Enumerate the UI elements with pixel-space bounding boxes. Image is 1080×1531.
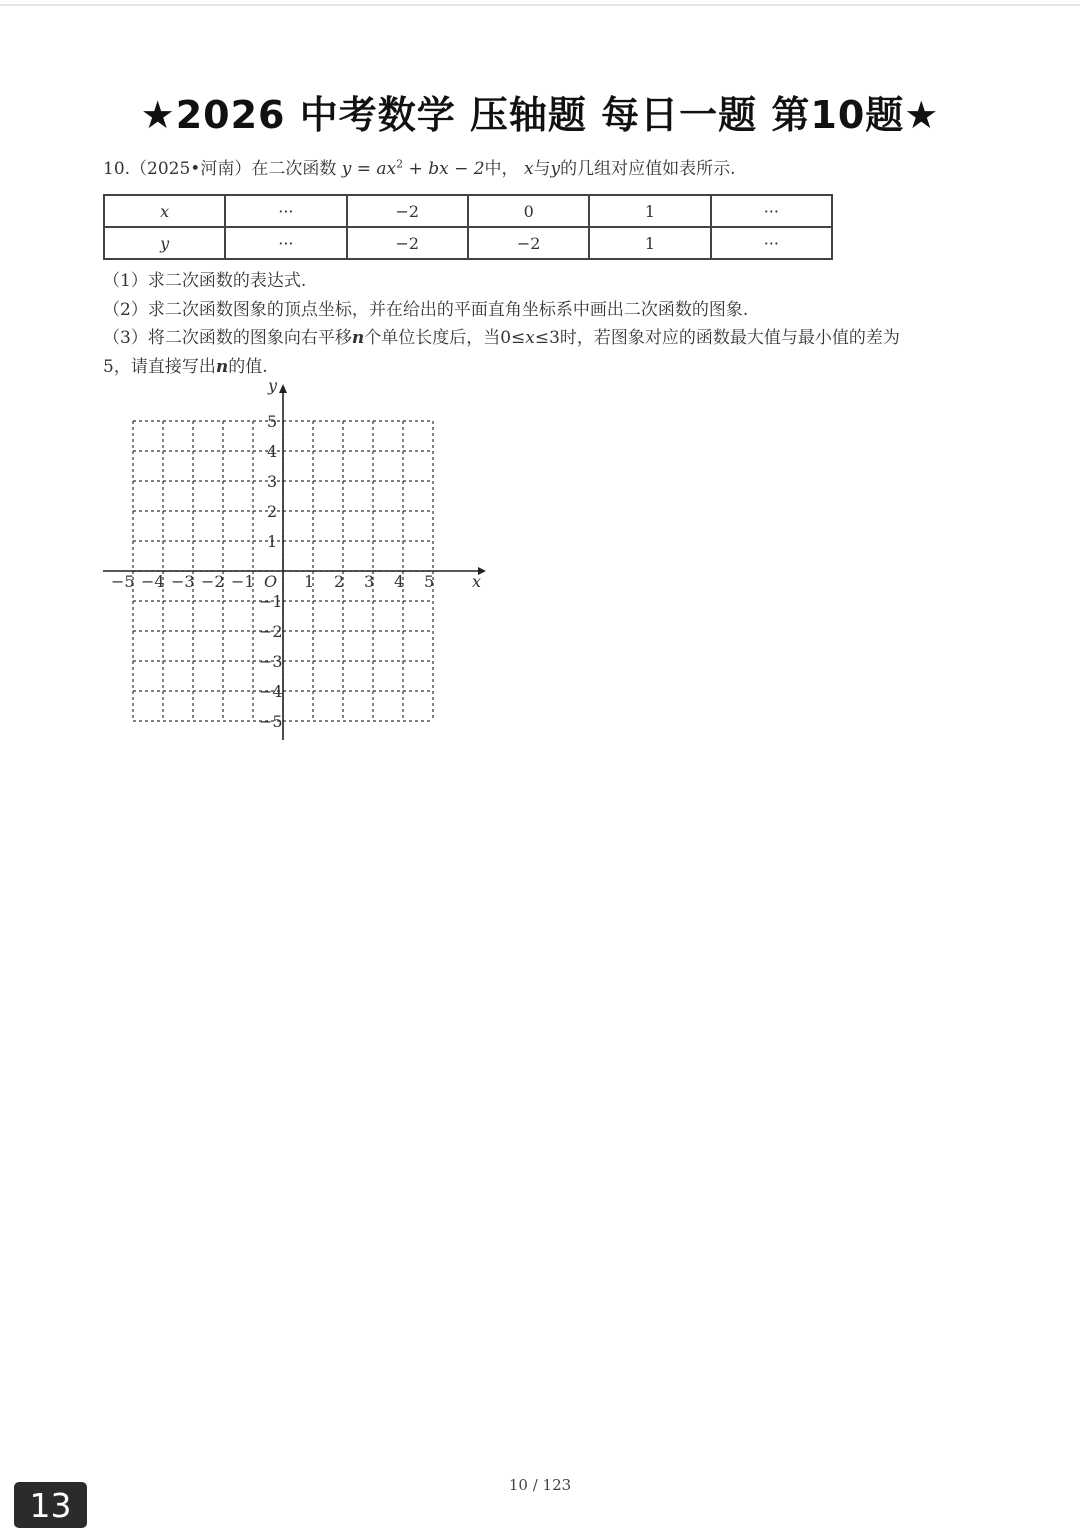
x-tick-label: −1 — [231, 572, 255, 591]
x-tick-label: 1 — [304, 572, 315, 591]
q3-text-d: 5，请直接写出 — [103, 357, 216, 377]
page-badge: 13 — [14, 1482, 87, 1528]
subquestion-3-continued — [103, 352, 268, 377]
question-source: （2025•河南） — [130, 159, 252, 179]
y-tick-label: −4 — [259, 682, 283, 701]
table-cell: ··· — [711, 195, 832, 227]
x-tick-label: 4 — [394, 572, 405, 591]
table-cell: 1 — [589, 195, 710, 227]
x-tick-label: 3 — [364, 572, 375, 591]
table-cell: ··· — [711, 227, 832, 259]
y-tick-label: −1 — [259, 592, 283, 611]
y-tick-label: 5 — [267, 412, 278, 431]
y-axis-label: y — [268, 376, 278, 395]
question-stem — [103, 154, 736, 179]
function-formula — [342, 159, 485, 179]
subquestion-2: （2）求二次函数图象的顶点坐标，并在给出的平面直角坐标系中画出二次函数的图象. — [103, 300, 749, 320]
q3-text-b: 个单位长度后，当0≤ — [364, 328, 526, 348]
q3-text-a: （3）将二次函数的图象向右平移 — [103, 328, 352, 348]
table-cell: y — [104, 227, 225, 259]
y-tick-label: −3 — [259, 652, 283, 671]
var-x: x — [523, 159, 534, 179]
question-text-end: 的几组对应值如表所示. — [560, 159, 736, 179]
table-cell: −2 — [468, 227, 589, 259]
table-cell: ··· — [225, 195, 346, 227]
var-y: y — [550, 159, 561, 179]
table-cell: x — [104, 195, 225, 227]
table-cell: −2 — [347, 227, 468, 259]
subquestion-3 — [103, 323, 900, 348]
page-number: 10 / 123 — [508, 1476, 572, 1494]
q3-var-x: x — [525, 328, 535, 348]
coordinate-plane — [98, 375, 498, 750]
table-cell: ··· — [225, 227, 346, 259]
top-border — [0, 4, 1080, 6]
formula-rest: + bx − 2 — [403, 159, 485, 179]
x-tick-label: −2 — [201, 572, 225, 591]
x-axis-label: x — [472, 572, 482, 591]
origin-label: O — [264, 572, 278, 591]
y-tick-label: −2 — [259, 622, 283, 641]
table-cell: −2 — [347, 195, 468, 227]
question-text-mid: 与 — [533, 159, 551, 179]
table-cell: 1 — [589, 227, 710, 259]
x-tick-label: −4 — [141, 572, 165, 591]
subquestion-1: （1）求二次函数的表达式. — [103, 271, 307, 291]
table-cell: 0 — [468, 195, 589, 227]
y-tick-label: 4 — [267, 442, 278, 461]
question-number: 10. — [103, 159, 131, 179]
x-tick-label: −5 — [111, 572, 135, 591]
y-tick-label: 3 — [267, 472, 278, 491]
x-tick-label: 2 — [334, 572, 345, 591]
table-row-x — [104, 195, 832, 227]
y-axis-arrow — [279, 384, 287, 393]
x-tick-label: 5 — [424, 572, 435, 591]
y-tick-label: −5 — [259, 712, 283, 731]
x-tick-label: −3 — [171, 572, 195, 591]
page-title: ★2026 中考数学 压轴题 每日一题 第10题★ — [140, 93, 940, 137]
value-table — [103, 194, 833, 260]
q3-var-n2: n — [215, 357, 229, 377]
table-row-y — [104, 227, 832, 259]
formula-eq: = — [351, 159, 377, 179]
y-tick-label: 1 — [267, 532, 278, 551]
q3-var-n: n — [351, 328, 365, 348]
q3-text-e: 的值. — [228, 357, 268, 377]
formula-y: y — [341, 159, 352, 179]
question-text-after: 中， — [484, 159, 519, 179]
q3-text-c: ≤3时，若图象对应的函数最大值与最小值的差为 — [534, 328, 900, 348]
y-tick-label: 2 — [267, 502, 278, 521]
formula-ax: ax — [376, 159, 397, 179]
question-text-before: 在二次函数 — [251, 159, 337, 179]
formula-sup: 2 — [396, 157, 404, 171]
